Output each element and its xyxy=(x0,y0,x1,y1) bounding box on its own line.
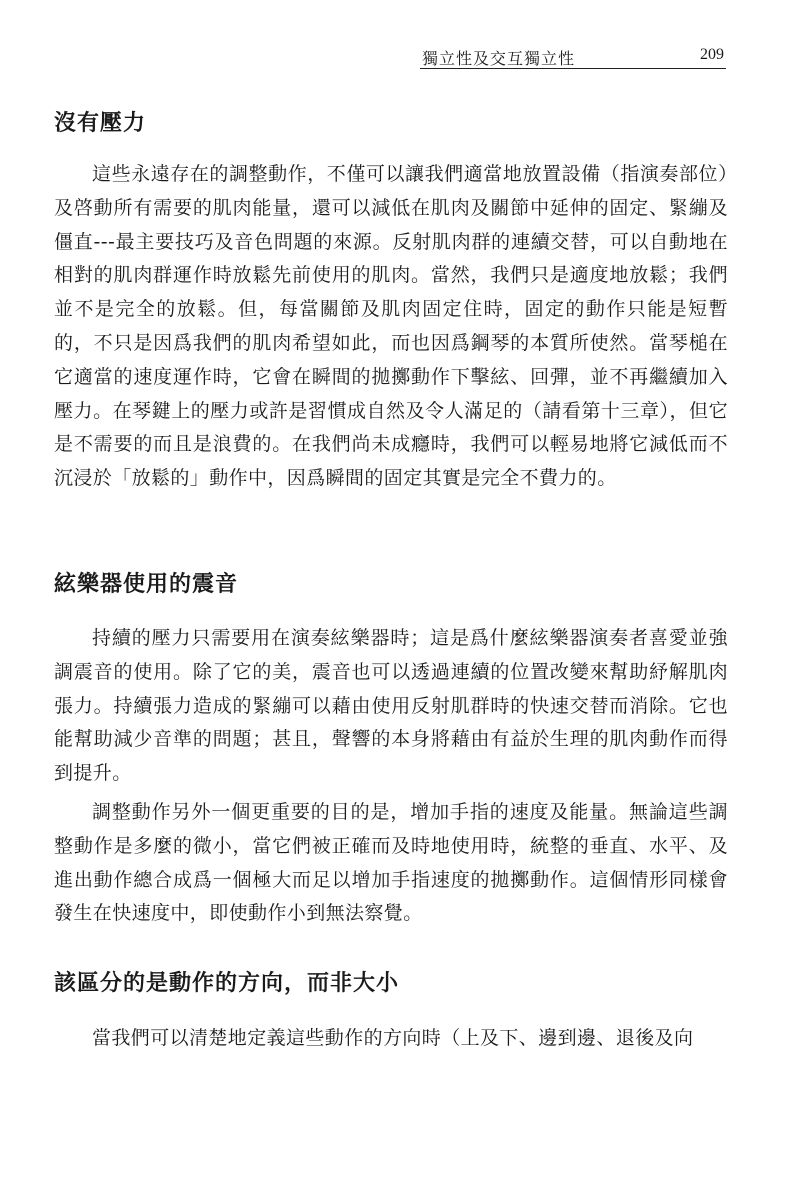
section-heading: 沒有壓力 xyxy=(54,110,147,136)
page-number: 209 xyxy=(700,46,724,63)
paragraph: 這些永遠存在的調整動作，不僅可以讓我們適當地放置設備（指演奏部位）及啓動所有需要的肌肉能量，還可以減低在肌肉及關節中延伸的固定、緊繃及僵直---最主要技巧及音色問題的來源。反射肌肉群的連續交替，可以自動地在相對的肌肉群運作時放鬆先前使用的肌肉。當然，我們只是適度地放鬆；我們並不是完全的放鬆。但，每當關節及肌肉固定住時，固定的動作只能是短暫的，不只是因爲我們的肌肉希望如此，而也因爲鋼琴的本質所使然。當琴槌在它適當的速度運作時，它會在瞬間的拋擲動作下擊絃、回彈，並不再繼續加入壓力。在琴鍵上的壓力或許是習慣成自然及令人滿足的（請看第十三章），但它是不需要的而且是浪費的。在我們尚未成癮時，我們可以輕易地將它減低而不沉浸於「放鬆的」動作中，因爲瞬間的固定其實是完全不費力的。 xyxy=(54,163,728,490)
running-title: 獨立性及交互獨立性 xyxy=(422,49,576,68)
paragraph: 當我們可以清楚地定義這些動作的方向時（上及下、邊到邊、退後及向 xyxy=(92,1027,694,1049)
running-header xyxy=(420,46,726,69)
section-heading: 該區分的是動作的方向，而非大小 xyxy=(54,970,400,996)
section-heading: 絃樂器使用的震音 xyxy=(54,571,239,597)
paragraph: 持續的壓力只需要用在演奏絃樂器時；這是爲什麼絃樂器演奏者喜愛並強調震音的使用。除了它的美，震音也可以透過連續的位置改變來幫助紓解肌肉張力。持續張力造成的緊繃可以藉由使用反射肌群時的快速交替而消除。它也能幫助減少音準的問題；甚且，聲響的本身將藉由有益於生理的肌肉動作而得到提升。 xyxy=(54,627,728,785)
paragraph: 調整動作另外一個更重要的目的是，增加手指的速度及能量。無論這些調整動作是多麼的微小，當它們被正確而及時地使用時，統整的垂直、水平、及進出動作總合成爲一個極大而足以增加手指速度的拋擲動作。這個情形同樣會發生在快速度中，即使動作小到無法察覺。 xyxy=(54,801,728,925)
